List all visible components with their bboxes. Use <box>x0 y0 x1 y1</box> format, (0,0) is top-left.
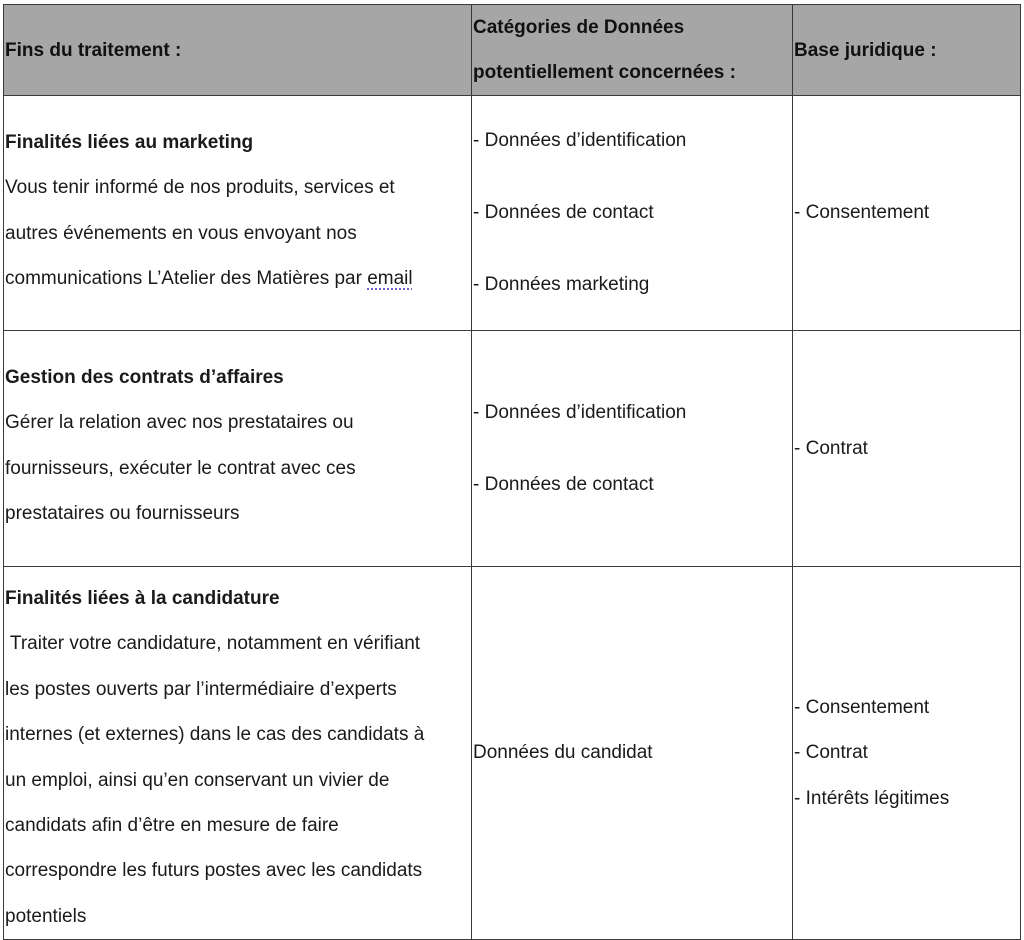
purpose-cell <box>4 96 472 331</box>
purpose-description-line: Traiter votre candidature, notamment en vérifiant <box>5 633 421 655</box>
header-legal-basis: Base juridique : <box>793 5 1021 96</box>
purpose-description-line: un emploi, ainsi qu’en conservant un vivier de <box>5 769 390 791</box>
header-categories-line-1: Catégories de Données <box>473 17 685 38</box>
purpose-description-line <box>5 256 471 301</box>
legal-basis-item: - Contrat <box>794 742 868 764</box>
data-category-item: - Données d’identification <box>473 130 687 151</box>
table-row <box>4 567 1021 940</box>
purpose-description-text: communications L’Atelier des Matières par <box>5 268 368 290</box>
purpose-description-line: candidats afin d’être en mesure de faire <box>5 815 339 837</box>
data-category-item: - Données marketing <box>473 274 650 295</box>
legal-basis-item: - Consentement <box>794 696 930 718</box>
header-data-categories <box>472 5 793 96</box>
data-category-item: - Données de contact <box>473 202 654 223</box>
purpose-description-line: les postes ouverts par l’intermédiaire d’experts <box>5 678 397 700</box>
purpose-title: Gestion des contrats d’affaires <box>5 367 284 388</box>
purpose-description-line: autres événements en vous envoyant nos <box>5 222 357 244</box>
data-category-item: - Données d’identification <box>473 401 687 423</box>
processing-purposes-table <box>3 4 1021 940</box>
purpose-description-line: potentiels <box>5 905 87 927</box>
purpose-description-line: Gérer la relation avec nos prestataires ou <box>5 412 354 434</box>
legal-basis-cell <box>793 96 1021 331</box>
spellcheck-word: email <box>367 268 413 290</box>
legal-basis-cell <box>793 567 1021 940</box>
purpose-description-line: prestataires ou fournisseurs <box>5 503 240 525</box>
data-categories-cell <box>472 331 793 567</box>
legal-basis-cell <box>793 331 1021 567</box>
purpose-title: Finalités liées à la candidature <box>5 588 280 609</box>
table-header-row <box>4 5 1021 96</box>
data-categories-cell <box>472 567 793 940</box>
purpose-title: Finalités liées au marketing <box>5 132 254 153</box>
header-categories-line-2: potentiellement concernées : <box>473 62 736 83</box>
table-row <box>4 96 1021 331</box>
purpose-cell <box>4 567 472 940</box>
data-category-item: Données du candidat <box>473 742 653 764</box>
data-categories-cell <box>472 96 793 331</box>
purpose-cell <box>4 331 472 567</box>
legal-basis-item: - Consentement <box>794 202 930 224</box>
purpose-description-line: correspondre les futurs postes avec les candidats <box>5 860 423 882</box>
legal-basis-item: - Intérêts légitimes <box>794 787 950 809</box>
purpose-description-line: Vous tenir informé de nos produits, services et <box>5 177 395 199</box>
purpose-description-line: fournisseurs, exécuter le contrat avec ces <box>5 457 356 479</box>
header-purpose: Fins du traitement : <box>4 5 472 96</box>
data-category-item: - Données de contact <box>473 473 654 495</box>
legal-basis-item: - Contrat <box>794 437 868 459</box>
table-row <box>4 331 1021 567</box>
purpose-description-line: internes (et externes) dans le cas des candidats à <box>5 724 425 746</box>
